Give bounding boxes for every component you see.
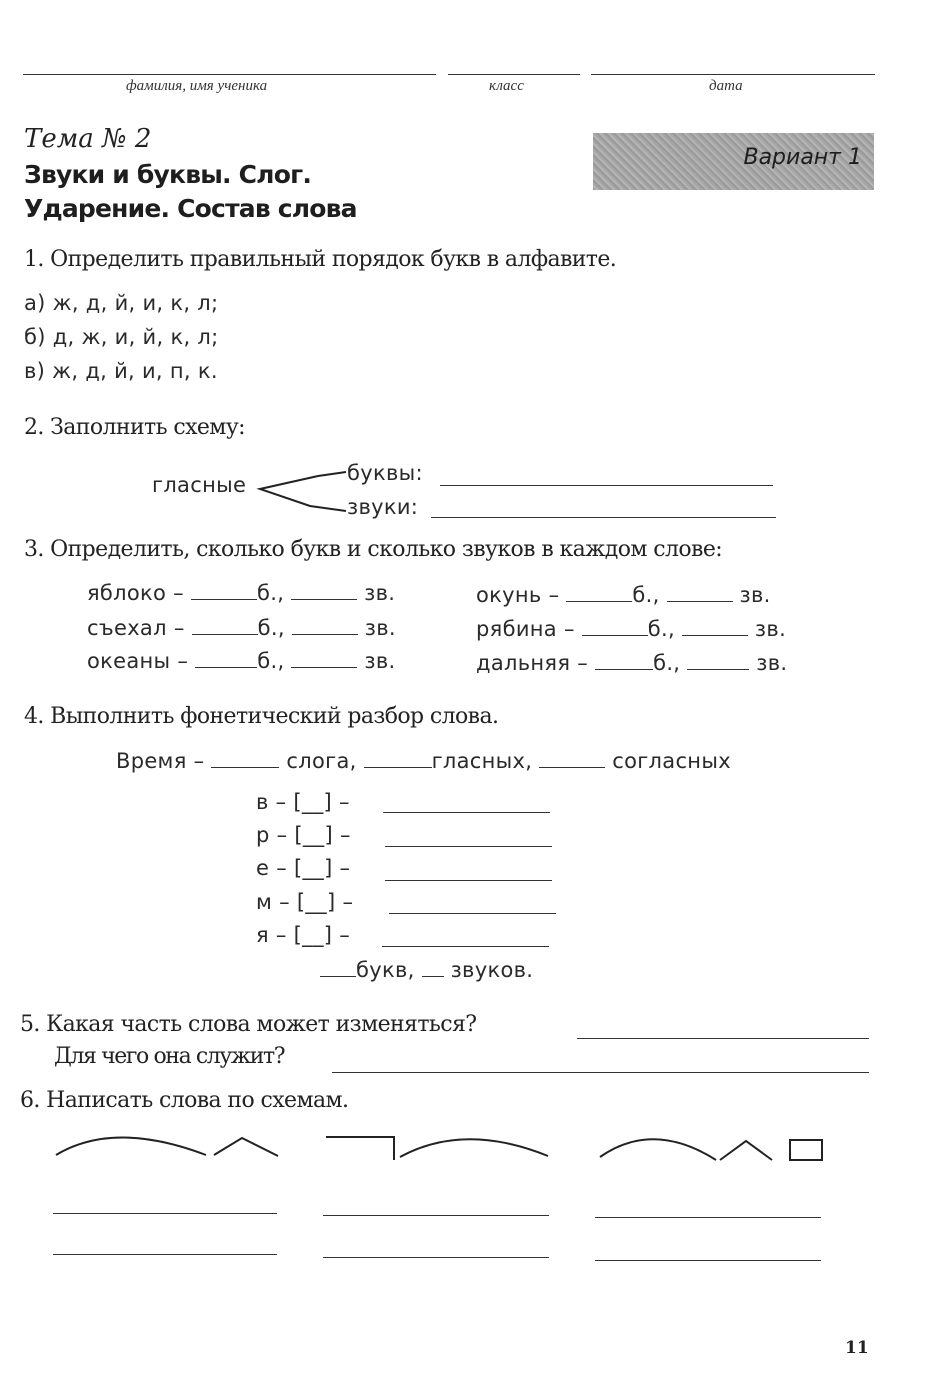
scheme-branch-letters-label: буквы:: [347, 461, 423, 485]
word-row: дальняя – б., зв.: [476, 651, 788, 675]
phonetic-answer-line[interactable]: [382, 946, 549, 947]
scheme-root-label: гласные: [152, 473, 247, 497]
task4-prompt: 4. Выполнить фонетический разбор слова.: [24, 704, 499, 729]
letters-answer-line[interactable]: [440, 485, 773, 486]
date-caption: дата: [709, 78, 743, 94]
word: яблоко: [87, 581, 167, 605]
task1-option-c[interactable]: в) ж, д, й, и, п, к.: [24, 359, 218, 383]
task3-prompt: 3. Определить, сколько букв и сколько звуков в каждом слове:: [24, 537, 723, 562]
word: дальняя: [476, 651, 571, 675]
topic-title-line1: Звуки и буквы. Слог.: [24, 160, 312, 189]
word-row: съехал – б., зв.: [87, 616, 396, 640]
scheme2-answer-line2[interactable]: [323, 1257, 549, 1258]
task1-option-b[interactable]: б) д, ж, и, й, к, л;: [24, 325, 219, 349]
scheme-root-suffix-ending-icon: [598, 1130, 828, 1165]
word: окунь: [476, 583, 542, 607]
date-line[interactable]: [591, 74, 875, 75]
task1-option-a[interactable]: а) ж, д, й, и, к, л;: [24, 291, 219, 315]
scheme-root-suffix-icon: [54, 1130, 284, 1165]
class-line[interactable]: [448, 74, 580, 75]
task2-prompt: 2. Заполнить схему:: [24, 415, 245, 440]
letters-blank[interactable]: [566, 584, 632, 602]
topic-number: Тема № 2: [24, 124, 152, 154]
topic-title-line2: Ударение. Состав слова: [24, 194, 357, 223]
phonetic-letter-row: р – [__] –: [256, 823, 351, 847]
letters-blank[interactable]: [192, 617, 258, 635]
scheme-branch-sounds-label: звуки:: [347, 495, 419, 519]
task5-answer2-line[interactable]: [332, 1072, 869, 1073]
phonetic-answer-line[interactable]: [389, 913, 556, 914]
page-number: 11: [845, 1338, 869, 1358]
letters-count-blank[interactable]: [320, 959, 356, 977]
phonetic-letter-row: я – [__] –: [256, 923, 351, 947]
name-line[interactable]: [23, 74, 436, 75]
sounds-blank[interactable]: [291, 582, 357, 600]
word-row: окунь – б., зв.: [476, 583, 771, 607]
word-label: Время –: [116, 749, 205, 773]
word-row: океаны – б., зв.: [87, 649, 396, 673]
letters-blank[interactable]: [195, 650, 257, 668]
phonetic-count-row: букв, звуков.: [320, 958, 533, 982]
phonetic-letter-row: е – [__] –: [256, 856, 351, 880]
scheme-branch-icon: [258, 470, 348, 515]
word: рябина: [476, 617, 557, 641]
letters-blank[interactable]: [582, 618, 648, 636]
variant-label: Вариант 1: [743, 145, 862, 170]
phonetic-letter-row: в – [__] –: [256, 790, 350, 814]
scheme1-answer-line1[interactable]: [53, 1213, 277, 1214]
name-caption: фамилия, имя ученика: [126, 78, 268, 94]
consonants-blank[interactable]: [539, 750, 605, 768]
word-row: рябина – б., зв.: [476, 617, 787, 641]
phonetic-answer-line[interactable]: [385, 846, 552, 847]
sounds-blank[interactable]: [292, 617, 358, 635]
letters-blank[interactable]: [595, 652, 653, 670]
syllables-blank[interactable]: [211, 750, 279, 768]
task1-prompt: 1. Определить правильный порядок букв в алфавите.: [24, 247, 617, 272]
sounds-blank[interactable]: [682, 618, 748, 636]
phonetic-answer-line[interactable]: [385, 880, 552, 881]
scheme1-answer-line2[interactable]: [53, 1254, 277, 1255]
scheme2-answer-line1[interactable]: [323, 1215, 549, 1216]
sounds-count-blank[interactable]: [422, 959, 444, 977]
scheme-prefix-root-icon: [324, 1130, 554, 1165]
scheme3-answer-line1[interactable]: [595, 1217, 821, 1218]
class-caption: класс: [489, 78, 524, 94]
sounds-blank[interactable]: [687, 652, 749, 670]
task6-prompt: 6. Написать слова по схемам.: [20, 1088, 349, 1113]
vowels-blank[interactable]: [364, 750, 432, 768]
scheme3-answer-line2[interactable]: [595, 1260, 821, 1261]
task5-question2: Для чего она служит?: [54, 1044, 285, 1069]
task5-answer1-line[interactable]: [577, 1038, 869, 1039]
variant-badge: [593, 133, 874, 190]
word: съехал: [87, 616, 167, 640]
phonetic-letter-row: м – [__] –: [256, 890, 354, 914]
word-row: яблоко – б., зв.: [87, 581, 396, 605]
sounds-blank[interactable]: [291, 650, 357, 668]
word: океаны: [87, 649, 171, 673]
phonetic-summary-row: Время – слога, гласных, согласных: [116, 749, 731, 773]
phonetic-answer-line[interactable]: [383, 812, 550, 813]
sounds-blank[interactable]: [667, 584, 733, 602]
sounds-answer-line[interactable]: [431, 517, 776, 518]
task5-question1: 5. Какая часть слова может изменяться?: [20, 1012, 477, 1037]
letters-blank[interactable]: [191, 582, 257, 600]
